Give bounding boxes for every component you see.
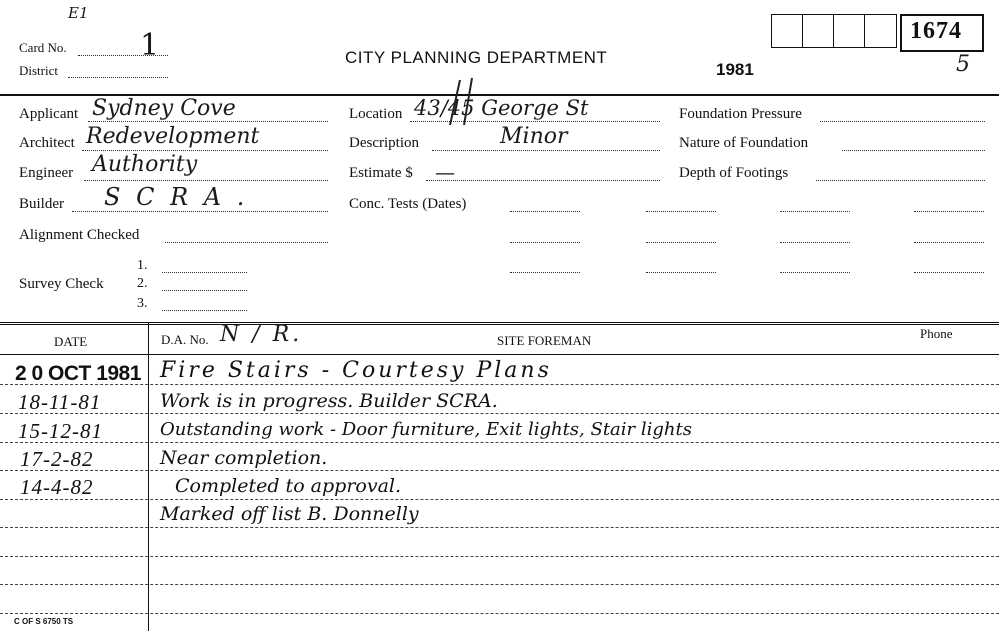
survey-item-2: 2. [137,276,148,291]
applicant-label: Applicant [19,106,79,122]
da-value: N / R. [220,322,303,347]
card-number-box-4 [864,14,897,48]
log-header-line [0,354,999,355]
card-number-box-2 [802,14,835,48]
location-label: Location [349,106,403,122]
alignment-line [165,242,328,243]
estimate-value: — [436,162,454,182]
conc-line-c2 [780,242,850,243]
location-value: 43/45 George St [414,96,589,120]
handwritten-stroke [440,70,500,130]
conc-line-d2 [914,242,984,243]
card-no-label: Card No. [19,40,67,55]
year: 1981 [716,60,754,79]
log-entry-2: Work is in progress. Builder SCRA. [160,390,498,412]
survey-item-3: 3. [137,296,148,311]
log-line-4 [0,470,999,471]
log-line-8 [0,584,999,585]
log-entry-6: Marked off list B. Donnelly [160,503,419,525]
estimate-line [426,180,660,181]
log-entry-5: Completed to approval. [175,475,402,497]
survey-item-1: 1. [137,258,148,273]
conc-line-c1 [780,211,850,212]
conc-line-d3 [914,272,984,273]
log-date-4: 17-2-82 [20,447,94,471]
log-line-3 [0,442,999,443]
conc-line-a2 [510,242,580,243]
architect-label: Architect [19,135,75,151]
corner-mark: E1 [68,4,89,22]
card-number-box-3 [833,14,866,48]
log-line-2 [0,413,999,414]
description-value: Minor [500,124,568,149]
architect-value: Redevelopment [86,124,260,149]
description-line [432,150,660,151]
engineer-value: Authority [92,152,198,177]
builder-value: S C R A . [104,183,249,211]
engineer-label: Engineer [19,165,74,181]
depth-footings-line [816,180,985,181]
conc-line-a3 [510,272,580,273]
log-date-5: 14-4-82 [20,475,94,499]
estimate-label: Estimate $ [349,165,413,181]
card-number-suffix: 5 [956,52,970,77]
log-entry-3: Outstanding work - Door furniture, Exit lights, Stair lights [160,419,692,440]
applicant-value: Sydney Cove [92,96,236,121]
district-line [68,77,168,78]
card-number: 1674 [910,18,962,44]
log-line-7 [0,556,999,557]
phone-header: Phone [920,326,953,341]
applicant-line [88,121,328,122]
conc-tests-label: Conc. Tests (Dates) [349,196,467,212]
nature-foundation-label: Nature of Foundation [679,135,809,151]
conc-line-b2 [646,242,716,243]
conc-line-b1 [646,211,716,212]
builder-label: Builder [19,196,64,212]
log-line-1 [0,384,999,385]
district-label: District [19,63,58,78]
depth-footings-label: Depth of Footings [679,165,789,181]
site-foreman-header: SITE FOREMAN [497,333,592,348]
log-date-3: 15-12-81 [18,419,103,443]
builder-line [72,211,328,212]
alignment-label: Alignment Checked [19,227,140,243]
date-header: DATE [54,334,88,349]
architect-line [82,150,328,151]
log-line-5 [0,499,999,500]
log-entry-4: Near completion. [160,447,328,469]
survey-line-2 [162,290,247,291]
foundation-pressure-line [820,121,985,122]
conc-line-a1 [510,211,580,212]
log-line-6 [0,527,999,528]
conc-line-c3 [780,272,850,273]
card-no-value: 1 [140,28,160,63]
log-date-1: 2 0 OCT 1981 [15,362,141,385]
survey-line-1 [162,272,247,273]
footer-code: C OF S 6750 TS [14,617,74,626]
log-date-2: 18-11-81 [18,390,102,414]
engineer-line [84,180,328,181]
description-label: Description [349,135,419,151]
da-label: D.A. No. [161,332,209,347]
nature-foundation-line [842,150,985,151]
survey-line-3 [162,310,247,311]
card-number-box-1 [771,14,804,48]
conc-line-d1 [914,211,984,212]
log-line-9 [0,613,999,614]
page-title: CITY PLANNING DEPARTMENT [345,48,608,67]
conc-line-b3 [646,272,716,273]
survey-label: Survey Check [19,276,104,292]
foundation-pressure-label: Foundation Pressure [679,106,802,122]
log-entry-1: Fire Stairs - Courtesy Plans [160,358,552,383]
log-top-border [0,322,999,325]
